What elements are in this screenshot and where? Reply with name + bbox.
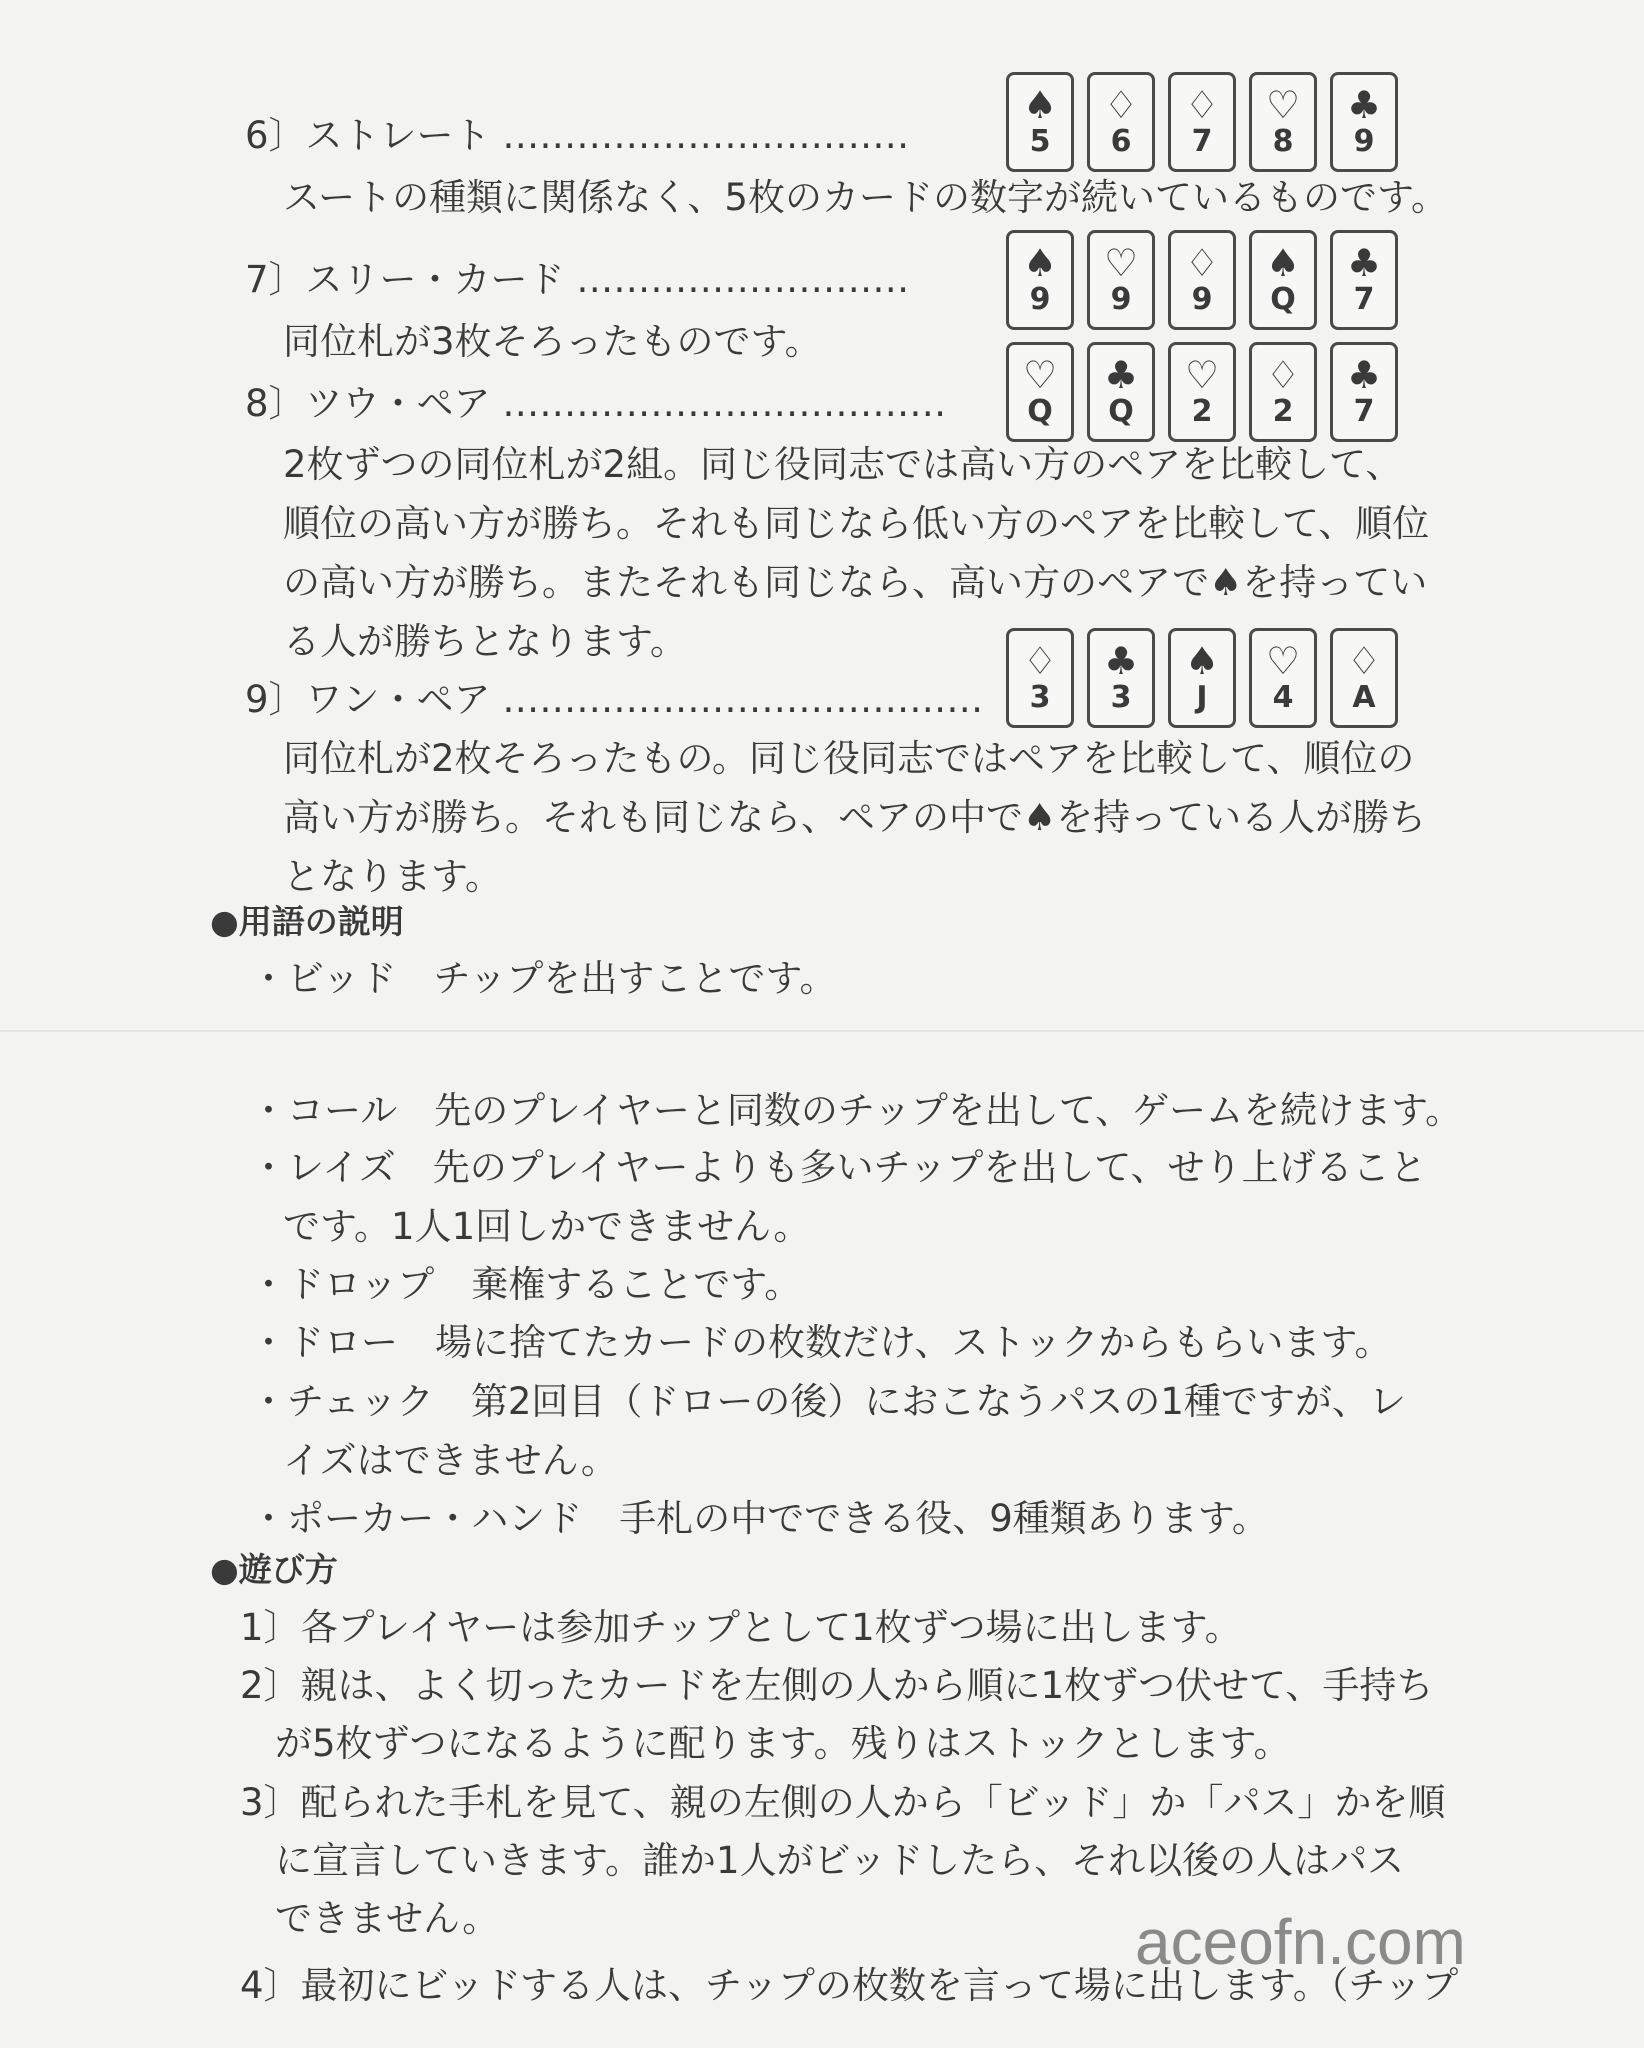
two-pair-example-cards bbox=[1006, 342, 1398, 442]
playing-card bbox=[1168, 628, 1236, 728]
card-suit-icon: ♠ bbox=[1022, 241, 1058, 285]
card-suit-icon: ♢ bbox=[1184, 241, 1220, 285]
card-suit-icon: ♣ bbox=[1346, 241, 1382, 285]
hand-desc-one-pair-1: 同位札が2枚そろったもの。同じ役同志ではペアを比較して、順位の bbox=[283, 737, 1415, 780]
hand-desc-two-pair-3: の高い方が勝ち。またそれも同じなら、高い方のペアで♠を持ってい bbox=[283, 561, 1428, 604]
playing-card bbox=[1168, 230, 1236, 330]
card-suit-icon: ♣ bbox=[1103, 353, 1139, 397]
playing-card bbox=[1087, 72, 1155, 172]
card-suit-icon: ♢ bbox=[1346, 639, 1382, 683]
playing-card bbox=[1249, 230, 1317, 330]
card-suit-icon: ♣ bbox=[1103, 639, 1139, 683]
card-suit-icon: ♢ bbox=[1103, 83, 1139, 127]
terms-heading: ●用語の説明 bbox=[210, 902, 404, 941]
hand-desc-two-pair-2: 順位の高い方が勝ち。それも同じなら低い方のペアを比較して、順位 bbox=[283, 502, 1430, 545]
term-check: ・チェック 第2回目（ドローの後）におこなうパスの1種ですが、レ bbox=[250, 1380, 1406, 1423]
term-raise: ・レイズ 先のプレイヤーよりも多いチップを出して、せり上げること bbox=[250, 1146, 1427, 1189]
playing-card bbox=[1168, 72, 1236, 172]
card-suit-icon: ♠ bbox=[1022, 83, 1058, 127]
playing-card bbox=[1330, 628, 1398, 728]
card-rank: 2 bbox=[1191, 394, 1213, 429]
card-rank: A bbox=[1352, 680, 1376, 715]
term-call: ・コール 先のプレイヤーと同数のチップを出して、ゲームを続けます。 bbox=[250, 1089, 1463, 1132]
card-rank: 3 bbox=[1110, 680, 1132, 715]
term-poker-hand: ・ポーカー・ハンド 手札の中でできる役、9種類あります。 bbox=[250, 1497, 1269, 1540]
three-card-example-cards bbox=[1006, 230, 1398, 330]
card-suit-icon: ♢ bbox=[1265, 353, 1301, 397]
card-rank: 2 bbox=[1272, 394, 1294, 429]
hand-desc-one-pair-3: となります。 bbox=[283, 855, 503, 898]
card-suit-icon: ♣ bbox=[1346, 353, 1382, 397]
howto-step-2-cont: が5枚ずつになるように配ります。残りはストックとします。 bbox=[275, 1722, 1291, 1765]
card-rank: 9 bbox=[1353, 124, 1375, 159]
hand-title-two-pair: 8〕ツウ・ペア ……………………………… bbox=[245, 382, 947, 425]
card-suit-icon: ♡ bbox=[1265, 639, 1301, 683]
howto-step-4: 4〕最初にビッドする人は、チップの枚数を言って場に出します。（チップ bbox=[240, 1964, 1459, 2007]
card-rank: 6 bbox=[1110, 124, 1132, 159]
card-suit-icon: ♠ bbox=[1184, 639, 1220, 683]
playing-card bbox=[1249, 628, 1317, 728]
card-suit-icon: ♡ bbox=[1022, 353, 1058, 397]
term-drop: ・ドロップ 棄権することです。 bbox=[250, 1263, 802, 1306]
howto-step-3-cont-2: できません。 bbox=[275, 1897, 500, 1940]
hand-desc-two-pair-1: 2枚ずつの同位札が2組。同じ役同志では高い方のペアを比較して、 bbox=[283, 443, 1403, 486]
card-rank: 9 bbox=[1110, 282, 1132, 317]
card-suit-icon: ♠ bbox=[1265, 241, 1301, 285]
howto-step-1: 1〕各プレイヤーは参加チップとして1枚ずつ場に出します。 bbox=[240, 1606, 1242, 1649]
card-rank: J bbox=[1196, 680, 1208, 715]
card-suit-icon: ♡ bbox=[1103, 241, 1139, 285]
playing-card bbox=[1249, 72, 1317, 172]
card-rank: 7 bbox=[1353, 282, 1375, 317]
card-rank: 9 bbox=[1191, 282, 1213, 317]
term-check-cont: イズはできません。 bbox=[283, 1439, 618, 1482]
howto-step-3-cont-1: に宣言していきます。誰か1人がビッドしたら、それ以後の人はパス bbox=[275, 1839, 1405, 1882]
term-bid: ・ビッド チップを出すことです。 bbox=[250, 957, 837, 1000]
hand-title-straight: 6〕ストレート …………………………… bbox=[245, 114, 910, 157]
playing-card bbox=[1006, 342, 1074, 442]
card-suit-icon: ♡ bbox=[1265, 83, 1301, 127]
playing-card bbox=[1330, 72, 1398, 172]
hand-desc-one-pair-2: 高い方が勝ち。それも同じなら、ペアの中で♠を持っている人が勝ち bbox=[283, 796, 1427, 839]
playing-card bbox=[1006, 628, 1074, 728]
card-rank: 9 bbox=[1029, 282, 1051, 317]
playing-card bbox=[1087, 628, 1155, 728]
straight-example-cards bbox=[1006, 72, 1398, 172]
card-rank: 3 bbox=[1029, 680, 1051, 715]
hand-desc-straight: スートの種類に関係なく、5枚のカードの数字が続いているものです。 bbox=[283, 176, 1448, 219]
card-suit-icon: ♢ bbox=[1184, 83, 1220, 127]
playing-card bbox=[1168, 342, 1236, 442]
one-pair-example-cards bbox=[1006, 628, 1398, 728]
howto-heading: ●遊び方 bbox=[210, 1550, 338, 1589]
card-rank: Q bbox=[1108, 394, 1134, 429]
hand-title-three-card: 7〕スリー・カード ……………………… bbox=[245, 258, 910, 301]
card-suit-icon: ♣ bbox=[1346, 83, 1382, 127]
paper-fold bbox=[0, 1030, 1644, 1032]
playing-card bbox=[1330, 342, 1398, 442]
playing-card bbox=[1249, 342, 1317, 442]
playing-card bbox=[1087, 342, 1155, 442]
playing-card bbox=[1330, 230, 1398, 330]
card-rank: 4 bbox=[1272, 680, 1294, 715]
hand-desc-three-card: 同位札が3枚そろったものです。 bbox=[283, 320, 822, 363]
term-raise-cont: です。1人1回しかできません。 bbox=[283, 1205, 811, 1248]
card-suit-icon: ♢ bbox=[1022, 639, 1058, 683]
playing-card bbox=[1087, 230, 1155, 330]
watermark: aceofn.com bbox=[1135, 1906, 1466, 1978]
card-rank: 7 bbox=[1353, 394, 1375, 429]
term-draw: ・ドロー 場に捨てたカードの枚数だけ、ストックからもらいます。 bbox=[250, 1321, 1392, 1364]
card-suit-icon: ♡ bbox=[1184, 353, 1220, 397]
playing-card bbox=[1006, 230, 1074, 330]
card-rank: 7 bbox=[1191, 124, 1213, 159]
hand-desc-two-pair-4: る人が勝ちとなります。 bbox=[283, 620, 688, 663]
card-rank: 5 bbox=[1029, 124, 1051, 159]
howto-step-3: 3〕配られた手札を見て、親の左側の人から「ビッド」か「パス」かを順 bbox=[240, 1781, 1446, 1824]
playing-card bbox=[1006, 72, 1074, 172]
card-rank: Q bbox=[1270, 282, 1296, 317]
hand-title-one-pair: 9〕ワン・ペア ………………………………… bbox=[245, 678, 984, 721]
howto-step-2: 2〕親は、よく切ったカードを左側の人から順に1枚ずつ伏せて、手持ち bbox=[240, 1664, 1434, 1707]
card-rank: Q bbox=[1027, 394, 1053, 429]
card-rank: 8 bbox=[1272, 124, 1294, 159]
